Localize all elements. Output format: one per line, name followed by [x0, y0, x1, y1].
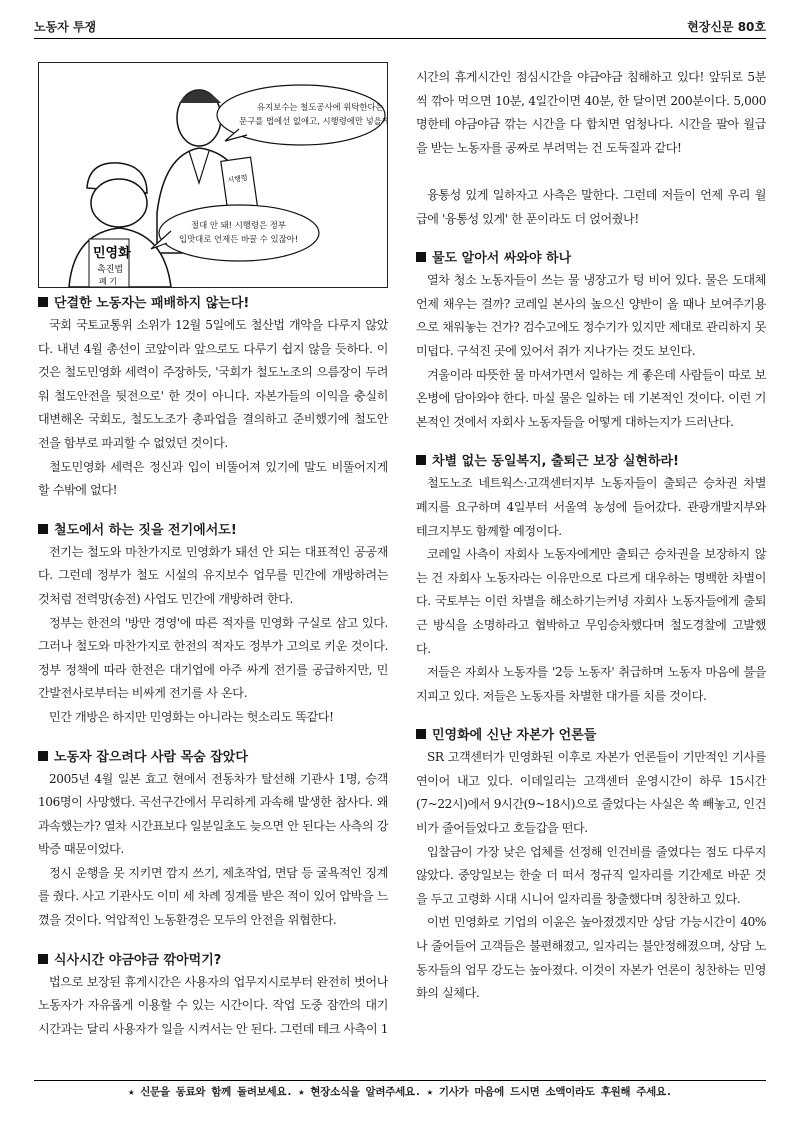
square-bullet-icon [38, 524, 48, 534]
paragraph: 전기는 철도와 마찬가지로 민영화가 돼선 안 되는 대표적인 공공재다. 그런데 정부가 철도 시설의 유지보수 업무를 민간에 개방하려는 것처럼 전력망(송전) 사업도 민간에 개방하려 한다. [38, 544, 388, 606]
paragraph: 입찰금이 가장 낮은 업체를 선정해 인건비를 줄였다는 점도 다루지 않았다. 중앙일보는 한술 더 떠서 정규직 일자리를 기간제로 바꾼 것을 두고 고령화 시대 시니어 일자리를 창출했다며 칭찬하고 있다. [416, 844, 766, 906]
cartoon-drawing [39, 63, 387, 287]
paragraph: 정부는 한전의 '방만 경영'에 따른 적자를 민영화 구실로 삼고 있다. 그러나 철도와 마찬가지로 한전의 적자도 정부가 고의로 키운 것이다. 정부 정책에 따라 한전은 대기업에 아주 싸게 전기를 공급하지만, 민간발전사로부터는 비싸게 전기를 사 온다. [38, 615, 388, 701]
section-heading: 철도에서 하는 짓을 전기에서도! [38, 521, 388, 541]
bubble-bottom-line-1: 절대 안 돼! 시행령은 정부 [191, 220, 286, 230]
paragraph: 국회 국토교통위 소위가 12월 5일에도 철산법 개악을 다루지 않았다. 내년 4월 총선이 코앞이라 앞으로도 다루기 쉽지 않을 듯하다. 이것은 철도민영화 세력이 주장하듯, '국회가 철도노조의 으름장이 두려워 철도안전을 뒷전으로' 한 것이 아니다. 자본가들의 이익을 충실히 대변해온 국회도, 철도노조가 총파업을 결의하고 준비했기에 철도안전을 함부로 파괴할 수 없었던 것이다. [38, 318, 388, 450]
worker-sign-text-1: 민영화 [93, 246, 131, 261]
paragraph: 정시 운행을 못 지키면 깜지 쓰기, 제초작업, 면담 등 굴욕적인 징계를 줬다. 사고 기관사도 이미 세 차례 징계를 받은 적이 있어 압박을 느꼈을 것이다. 억압적인 노동환경은 모두의 안전을 위협한다. [38, 865, 388, 928]
square-bullet-icon [38, 751, 48, 761]
bubble-bottom-line-2: 입맛대로 언제든 바꿀 수 있잖아! [179, 234, 299, 244]
paragraph-continued: 시간의 휴게시간인 점심시간을 야금야금 침해하고 있다! 앞뒤로 5분씩 깎아 먹으면 10분, 4일간이면 40분, 한 달이면 200분이다. 5,000명한테 야금야금 깎는 시간을 다 합치면 엄청나다. 시간을 팔아 월급을 받는 노동자를 공짜로 부려먹는 건 도둑질과 같다! [416, 69, 766, 155]
bubble-top-line-2: 문구를 법에선 없애고, 시행령에만 넣을게요 [239, 116, 387, 126]
issue-number: 현장신문 80호 [687, 20, 766, 34]
cartoon-illustration [38, 62, 388, 288]
worker-sign-text-3: 폐 기 [99, 277, 117, 286]
page-footer: ★ 신문을 동료와 함께 돌려보세요. ★ 현장소식을 알려주세요. ★ 기사가 마음에 드시면 소액이라도 후원해 주세요. [34, 1080, 766, 1099]
bubble-top-line-1: 유지보수는 철도공사에 위탁한다는 [257, 102, 384, 112]
square-bullet-icon [416, 455, 426, 465]
section-heading: 단결한 노동자는 패배하지 않는다! [38, 294, 388, 314]
square-bullet-icon [416, 729, 426, 739]
paragraph: 철도민영화 세력은 정신과 입이 비뚤어져 있기에 말도 비뚤어지게 할 수밖에 없다! [38, 459, 388, 498]
right-column [416, 66, 766, 1006]
paragraph: SR 고객센터가 민영화된 이후로 자본가 언론들이 기만적인 기사를 연이어 내고 있다. 이데일리는 고객센터 운영시간이 하루 15시간(7~22시)에서 9시간(9~18시)으로 줄었다는 사실은 쏙 빼놓고, 인건비가 줄어들었다고 호들갑을 떤다. [416, 750, 766, 836]
paragraph: 철도노조 네트웍스·고객센터지부 노동자들이 출퇴근 승차권 차별 폐지를 요구하며 4일부터 서울역 농성에 들어갔다. 관광개발지부와 테크지부도 함께할 예정이다. [416, 476, 766, 538]
section-heading: 물도 알아서 싸와야 하나 [416, 249, 766, 269]
paragraph: 법으로 보장된 휴게시간은 사용자의 업무지시로부터 완전히 벗어나 노동자가 자유롭게 이용할 수 있는 시간이다. 작업 도중 잠깐의 대기시간과는 달리 사용자가 일을 시켜서는 안 된다. 그런데 테크 사측이 1 [38, 974, 388, 1036]
paragraph: 민간 개방은 하지만 민영화는 아니라는 헛소리도 똑같다! [49, 709, 334, 724]
paragraph: 이번 민영화로 기업의 이윤은 높아졌겠지만 상담 가능시간이 40%나 줄어들어 고객들은 불편해졌고, 일자리는 불안정해졌으며, 상담 노동자들의 업무 강도는 높아졌다. 이것이 자본가 언론이 칭찬하는 민영화의 실체다. [416, 915, 766, 1001]
square-bullet-icon [416, 252, 426, 262]
worker-sign-text-2: 촉진법 [97, 265, 124, 275]
paragraph: 저들은 자회사 노동자를 '2등 노동자' 취급하며 노동자 마음에 불을 지피고 있다. 저들은 노동자를 차별한 대가를 치를 것이다. [416, 665, 766, 703]
paragraph: 2005년 4월 일본 효고 현에서 전동차가 탈선해 기관사 1명, 승객 106명이 사망했다. 곡선구간에서 무리하게 과속해 발생한 참사다. 왜 과속했는가? 열차 시간표보다 일분일초도 늦으면 안 된다는 사측의 강박증 때문이었다. [38, 771, 388, 857]
paragraph: 열차 청소 노동자들이 쓰는 물 냉장고가 텅 비어 있다. 물은 도대체 언제 채우는 걸까? 코레일 본사의 높으신 양반이 올 때나 보여주기용으로 채워놓는 건가? 검수고에도 정수기가 있지만 제대로 관리하지 못 미덥다. 구석진 곳에 있어서 쥐가 지나가는 것도 보인다. [416, 273, 766, 358]
paragraph: 겨울이라 따뜻한 물 마셔가면서 일하는 게 좋은데 사람들이 따로 보온병에 담아와야 한다. 마실 물은 일하는 데 기본적인 것이다. 이런 기본적인 것에서 자회사 노동자들을 어떻게 대하는지가 드러난다. [416, 367, 766, 429]
section-heading: 식사시간 야금야금 깎아먹기? [38, 951, 388, 971]
square-bullet-icon [38, 954, 48, 964]
section-heading: 민영화에 신난 자본가 언론들 [416, 726, 766, 746]
document-label: 시행령 [227, 173, 249, 185]
page-header [34, 14, 766, 39]
paragraph: 코레일 사측이 자회사 노동자에게만 출퇴근 승차권을 보장하지 않는 건 자회사 노동자라는 이유만으로 다르게 대우하는 명백한 차별이다. 국토부는 이런 차별을 해소하기는커녕 자회사 노동자들에게 출퇴근 방식을 소명하라고 협박하고 무임승차했다며 철도경찰에 고발했다. [416, 547, 766, 656]
paragraph: 융통성 있게 일하자고 사측은 말한다. 그런데 저들이 언제 우리 월급에 '융통성 있게' 한 푼이라도 더 얹어줬나! [416, 188, 766, 226]
publication-section: 노동자 투쟁 [34, 20, 97, 34]
paragraph-continued-wrapper [416, 66, 766, 184]
section-heading: 차별 없는 동일복지, 출퇴근 보장 실현하라! [416, 452, 766, 472]
section-heading: 노동자 잡으려다 사람 목숨 잡았다 [38, 748, 388, 768]
left-column [38, 62, 388, 1042]
square-bullet-icon [38, 297, 48, 307]
